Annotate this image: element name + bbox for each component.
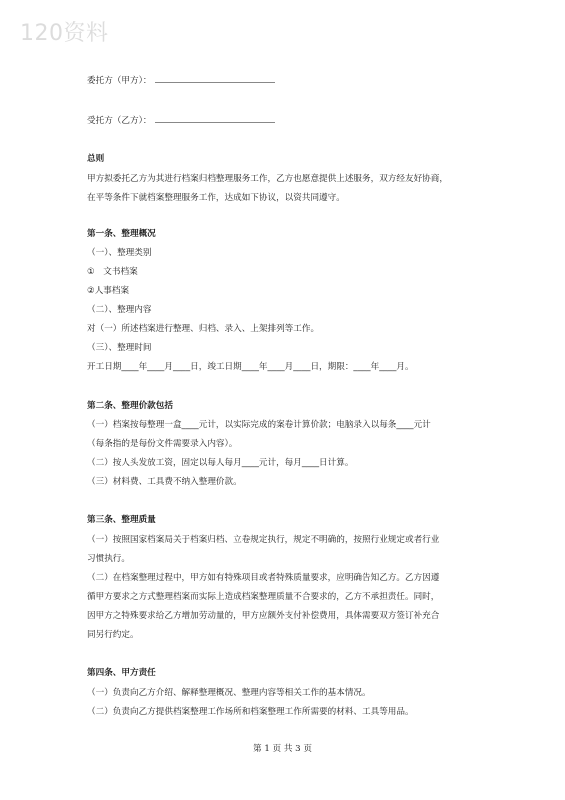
article4-line: （二）负责向乙方提供档案整理工作场所和档案整理工作所需要的材料、工具等用品。 bbox=[87, 707, 414, 717]
article1-line: （三）、整理时间 bbox=[87, 343, 152, 353]
party-a-label: 委托方（甲方）： bbox=[87, 76, 152, 86]
article1-line: ① 文书档案 bbox=[87, 267, 138, 277]
article3-line: 习惯执行。 bbox=[87, 554, 130, 564]
article2-line: （二）按人头发放工资，固定以每人每月____元计，每月____日计算。 bbox=[87, 458, 354, 468]
watermark-logo: 120资料 bbox=[20, 21, 109, 46]
article4-line: （一）负责向乙方介绍、解释整理概况、整理内容等相关工作的基本情况。 bbox=[87, 688, 371, 698]
article1-line: 对（一）所述档案进行整理、归档、录入、上架排列等工作。 bbox=[87, 324, 320, 334]
general-paragraph-line: 在平等条件下就档案整理服务工作，达成如下协议，以资共同遵守。 bbox=[87, 193, 345, 203]
party-a-row bbox=[87, 73, 275, 87]
article2-line: （三）材料费、工具费不纳入整理价款。 bbox=[87, 477, 242, 487]
party-b-blank bbox=[155, 113, 275, 123]
article2-heading: 第二条、整理价款包括 bbox=[87, 401, 173, 411]
article2-line: （每条指的是每份文件需要录入内容）。 bbox=[87, 439, 238, 449]
article3-line: （二）在档案整理过程中，甲方如有特殊项目或者特殊质量要求，应明确告知乙方。乙方因遵 bbox=[87, 573, 440, 583]
article3-heading: 第三条、整理质量 bbox=[87, 515, 156, 525]
article3-line: （一）按照国家档案局关于档案归档、立卷规定执行，规定不明确的，按照行业规定或者行业 bbox=[87, 535, 440, 545]
article1-line: ②人事档案 bbox=[87, 286, 130, 296]
party-b-row bbox=[87, 113, 275, 127]
party-b-label: 受托方（乙方）： bbox=[87, 116, 152, 126]
article1-line: 开工日期____年____月____日，竣工日期____年____月____日，期限：____年____月。 bbox=[87, 362, 414, 372]
article3-line: 因甲方之特殊要求给乙方增加劳动量的，甲方应额外支付补偿费用，具体需要双方签订补充合 bbox=[87, 611, 440, 621]
article1-line: （二）、整理内容 bbox=[87, 305, 152, 315]
party-a-blank bbox=[155, 73, 275, 83]
article3-line: 同另行约定。 bbox=[87, 630, 139, 640]
article1-heading: 第一条、整理概况 bbox=[87, 229, 156, 239]
article2-line: （一）档案按每整理一盒____元计，以实际完成的案卷计算价款；电脑录入以每条____元计 bbox=[87, 420, 431, 430]
general-heading: 总则 bbox=[87, 154, 105, 164]
article1-line: （一）、整理类别 bbox=[87, 248, 152, 258]
page-number-footer: 第 1 页 共 3 页 bbox=[253, 744, 312, 754]
general-paragraph-line: 甲方拟委托乙方为其进行档案归档整理服务工作，乙方也愿意提供上述服务，双方经友好协商， bbox=[87, 174, 448, 184]
article4-heading: 第四条、甲方责任 bbox=[87, 668, 156, 678]
article3-line: 循甲方要求之方式整理档案而实际上造成档案整理质量不合要求的，乙方不承担责任。同时， bbox=[87, 592, 440, 602]
